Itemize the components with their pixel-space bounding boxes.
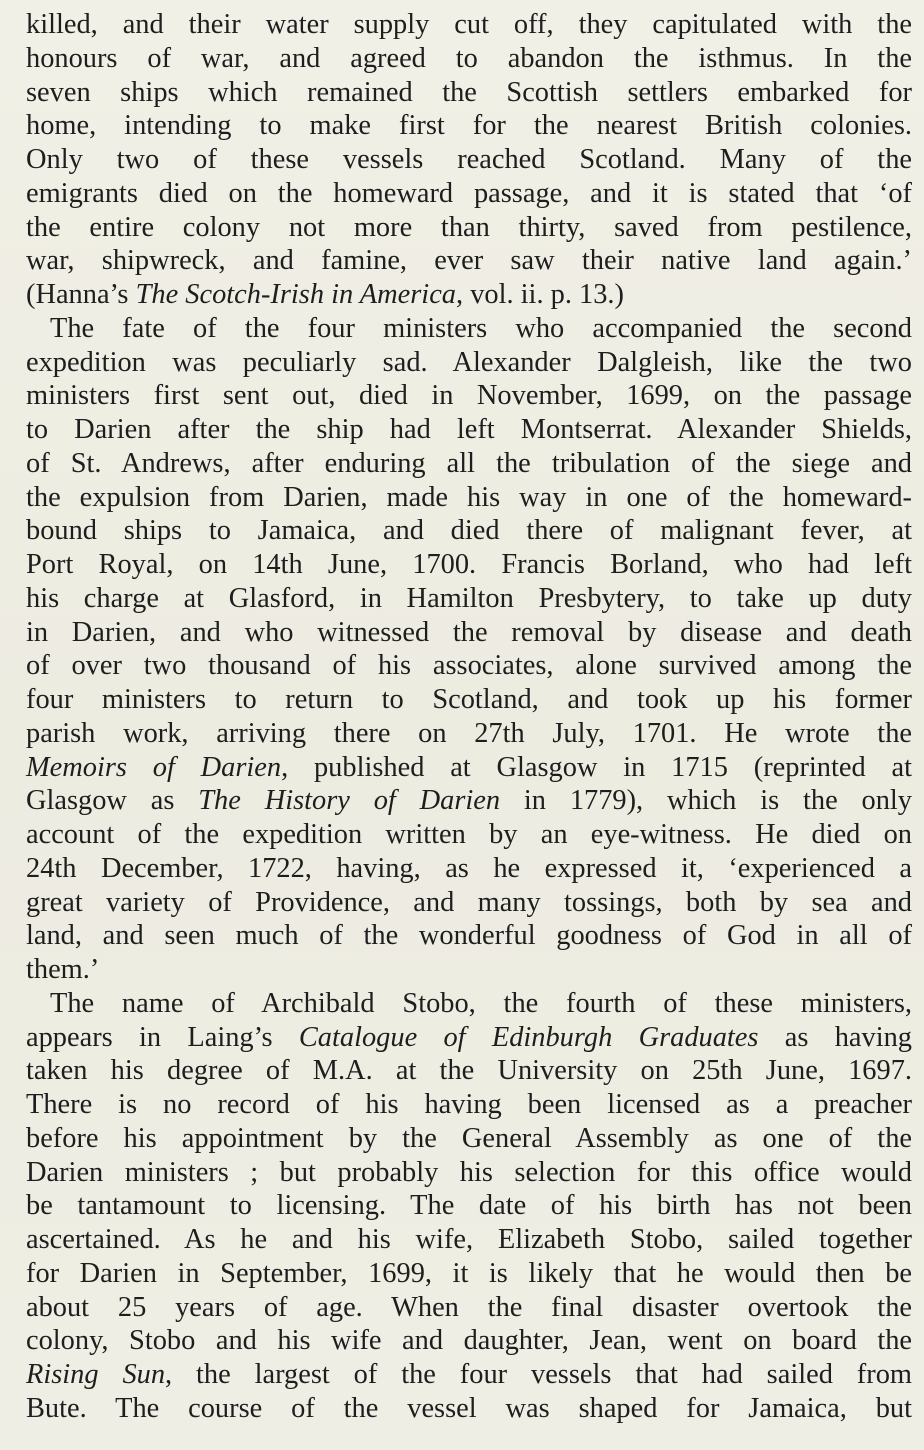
line-text: land, and seen much of the wonderful goodness of God in all of [26, 920, 912, 952]
text-line [26, 919, 912, 953]
paragraph-archibald-stobo [26, 987, 912, 1426]
line-text: four ministers to return to Scotland, and took up his former [26, 684, 912, 715]
text-line [26, 1122, 912, 1156]
text-line [26, 1088, 912, 1122]
paragraph-dutch-capitulation [26, 8, 912, 312]
text-line [26, 751, 912, 785]
text-line [26, 244, 912, 278]
line-text: before his appointment by the General Assembly as one of the [26, 1122, 912, 1154]
line-text: taken his degree of M.A. at the University on 25th June, 1697. [26, 1055, 912, 1087]
text-line [26, 784, 912, 818]
italic-title-text: The History of Darien [198, 785, 501, 817]
text-line [26, 1291, 912, 1325]
text-line [26, 143, 912, 177]
text-line [26, 481, 912, 515]
line-text: appears in Laing’s [26, 1021, 299, 1053]
text-line [26, 953, 912, 987]
text-line [26, 1324, 912, 1358]
line-text: Bute. The course of the vessel was shaped for Jamaica, but [26, 1392, 912, 1424]
line-text: ascertained. As he and his wife, Elizabeth Stobo, sailed together [26, 1224, 912, 1255]
text-line [26, 413, 912, 447]
line-text: killed, and their water supply cut off, they capitulated with the [26, 9, 912, 40]
text-line [26, 109, 912, 143]
text-line [26, 1223, 912, 1257]
line-text: be tantamount to licensing. The date of his birth has not been [26, 1190, 912, 1222]
text-line [26, 8, 912, 42]
line-text: seven ships which remained the Scottish settlers embarked for [26, 76, 912, 108]
line-text: the entire colony not more than thirty, saved from pestilence, [26, 211, 912, 243]
line-text: to Darien after the ship had left Montserrat. Alexander Shields, [26, 414, 912, 445]
text-line [26, 177, 912, 211]
line-text: Glasgow as [26, 785, 199, 817]
text-line [26, 548, 912, 582]
line-text: , published at Glasgow in 1715 (reprinted at [281, 751, 912, 783]
text-line [26, 278, 912, 312]
line-text: his charge at Glasford, in Hamilton Presbytery, to take up duty [26, 582, 912, 614]
line-text: expedition was peculiarly sad. Alexander Dalgleish, like the two [26, 346, 912, 378]
line-text: of St. Andrews, after enduring all the tribulation of the siege and [26, 447, 912, 479]
line-text: ministers first sent out, died in November, 1699, on the passage [26, 380, 912, 412]
line-text: bound ships to Jamaica, and died there of malignant fever, at [26, 515, 912, 547]
line-text: of over two thousand of his associates, alone survived among the [26, 650, 912, 682]
line-text: about 25 years of age. When the final disaster overtook the [26, 1291, 912, 1323]
text-line [26, 886, 912, 920]
text-line [26, 1358, 912, 1392]
text-line [26, 514, 912, 548]
text-line [26, 987, 912, 1021]
line-text: home, intending to make first for the nearest British colonies. [26, 110, 912, 142]
line-text: Only two of these vessels reached Scotland. Many of the [26, 144, 912, 175]
paragraph-fate-of-ministers [26, 312, 912, 987]
text-line [26, 717, 912, 751]
text-line [26, 76, 912, 110]
text-line [26, 616, 912, 650]
text-line [26, 1257, 912, 1291]
text-line [26, 1189, 912, 1223]
line-text: colony, Stobo and his wife and daughter, Jean, went on board the [26, 1325, 912, 1357]
text-line [26, 1021, 912, 1055]
line-text: the expulsion from Darien, made his way in one of the homeward- [26, 481, 912, 513]
line-text: parish work, arriving there on 27th July, 1701. He wrote the [26, 717, 912, 749]
line-text: 24th December, 1722, having, as he expressed it, ‘experienced a [26, 852, 912, 884]
text-line [26, 447, 912, 481]
text-line [26, 1054, 912, 1088]
line-text: Port Royal, on 14th June, 1700. Francis Borland, who had left [26, 549, 912, 580]
italic-title-text: Rising Sun [26, 1359, 166, 1390]
text-line [26, 1156, 912, 1190]
italic-title-text: Catalogue of Edinburgh Graduates [298, 1021, 759, 1053]
text-line [26, 346, 912, 380]
line-text: , the largest of the four vessels that had sailed from [165, 1359, 912, 1390]
line-text: for Darien in September, 1699, it is likely that he would then be [26, 1257, 912, 1289]
italic-title-text: The Scotch-Irish in America [135, 279, 456, 310]
line-text: There is no record of his having been licensed as a preacher [26, 1089, 912, 1120]
text-line [26, 683, 912, 717]
text-line [26, 1392, 912, 1426]
line-text: , vol. ii. p. 13.) [456, 279, 624, 310]
text-line [26, 852, 912, 886]
line-text: in Darien, and who witnessed the removal by disease and death [26, 616, 912, 648]
text-line [26, 312, 912, 346]
italic-title-text: Memoirs of Darien [26, 751, 282, 783]
line-text: in 1779), which is the only [500, 785, 912, 817]
text-line [26, 582, 912, 616]
line-text: The name of Archibald Stobo, the fourth of these ministers, [50, 987, 912, 1019]
line-text: Darien ministers ; but probably his selection for this office would [26, 1156, 912, 1188]
line-text: The fate of the four ministers who accompanied the second [50, 312, 912, 344]
line-text: honours of war, and agreed to abandon the isthmus. In the [26, 42, 912, 74]
text-line [26, 379, 912, 413]
line-text: them.’ [26, 954, 100, 985]
line-text: (Hanna’s [26, 279, 136, 310]
line-text: emigrants died on the homeward passage, and it is stated that ‘of [26, 177, 912, 209]
line-text: as having [758, 1021, 912, 1053]
line-text: war, shipwreck, and famine, ever saw their native land again.’ [26, 245, 912, 277]
line-text: account of the expedition written by an eye-witness. He died on [26, 819, 912, 850]
text-line [26, 649, 912, 683]
text-line [26, 211, 912, 245]
text-line [26, 42, 912, 76]
line-text: great variety of Providence, and many tossings, both by sea and [26, 886, 912, 918]
text-line [26, 818, 912, 852]
